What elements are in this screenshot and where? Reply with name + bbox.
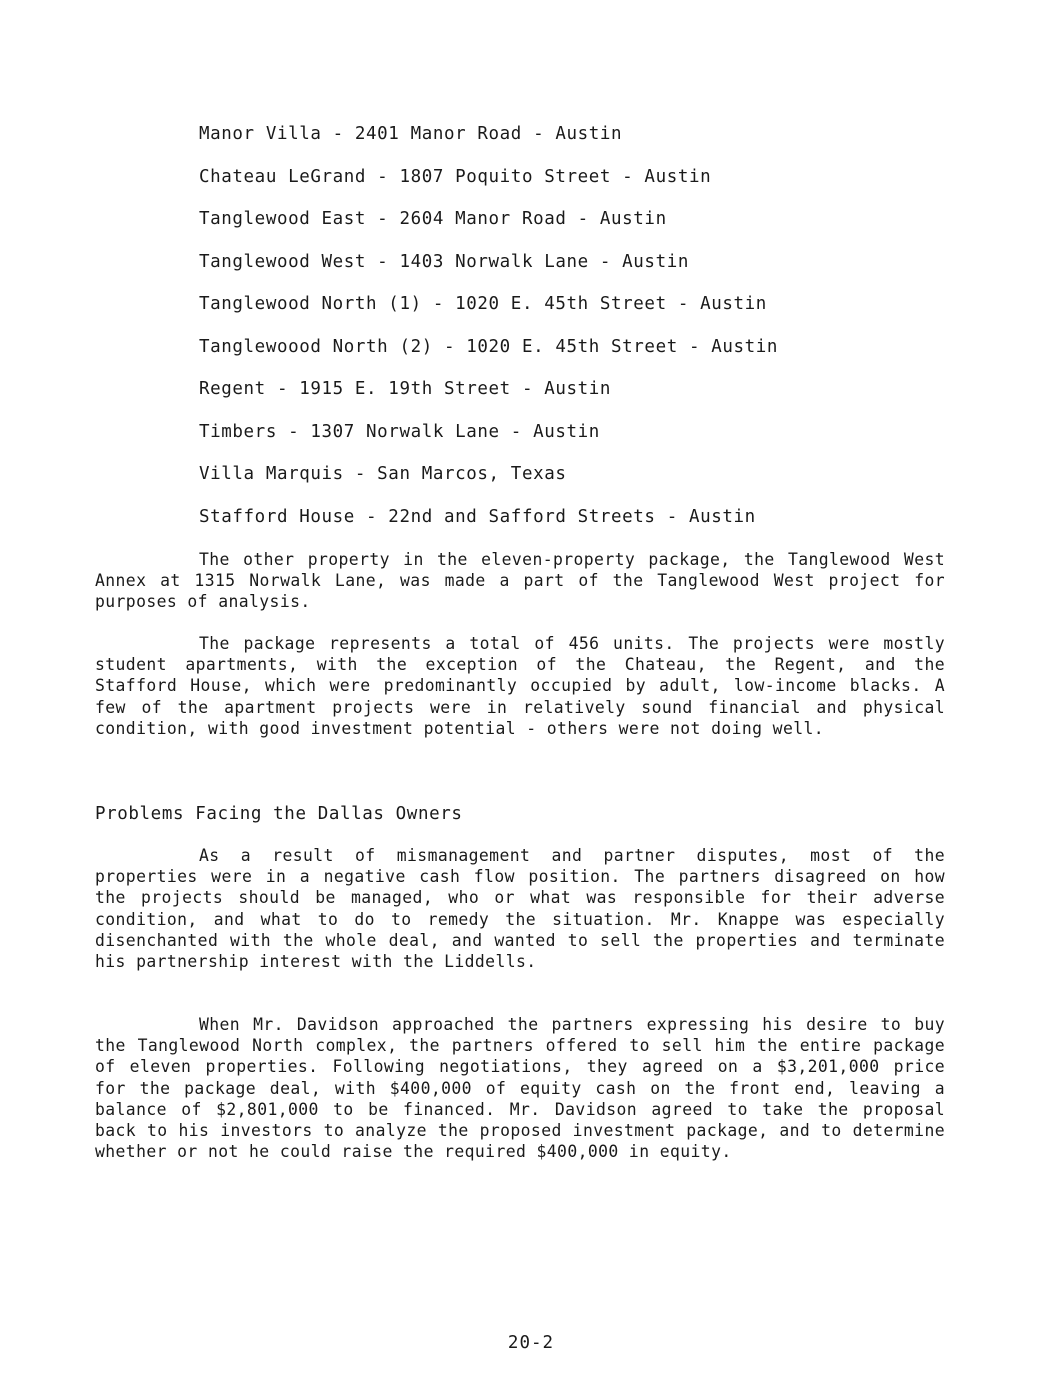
property-item: Tanglewoood North (2) - 1020 E. 45th Street - Austin <box>199 336 779 357</box>
section-heading: Problems Facing the Dallas Owners <box>95 804 463 824</box>
paragraph-negotiation <box>95 1014 945 1162</box>
paragraph-problems <box>95 845 945 972</box>
property-item: Tanglewood East - 2604 Manor Road - Austin <box>199 209 667 229</box>
property-item: Tanglewood West - 1403 Norwalk Lane - Austin <box>199 251 689 272</box>
property-list <box>199 124 778 549</box>
page-number: 20-2 <box>507 1333 555 1353</box>
property-item: Stafford House - 22nd and Safford Streets - Austin <box>199 506 756 527</box>
property-item: Timbers - 1307 Norwalk Lane - Austin <box>199 421 600 442</box>
paragraph-text: When Mr. Davidson approached the partners expressing his desire to buy the Tanglewood North complex, the partners offered to sell him the entire package of eleven properties. Following negotiations, they agreed on a $3,201,000 price for the package deal, with $400,000 of equity cash on the front end, leaving a balance of $2,801,000 to be financed. Mr. Davidson agreed to take the proposal back to his investors to analyze the proposed investment package, and to determine whether or not he could raise the required $400,000 in equity. <box>95 1015 945 1162</box>
paragraph-text: The package represents a total of 456 units. The projects were mostly student apartments, with the exception of the Chateau, the Regent, and the Stafford House, which were predominantly occupied by adult, low-income blacks. A few of the apartment projects were in relatively sound financial and physical condition, with good investment potential - others were not doing well. <box>95 634 945 738</box>
paragraph-package <box>95 633 945 739</box>
paragraph-annex <box>95 549 945 613</box>
property-item: Villa Marquis - San Marcos, Texas <box>199 464 567 484</box>
property-item: Tanglewood North (1) - 1020 E. 45th Street - Austin <box>199 294 767 314</box>
paragraph-text: As a result of mismanagement and partner disputes, most of the properties were in a negative cash flow position. The partners disagreed on how the projects should be managed, who or what was responsible for their adverse condition, and what to do to remedy the situation. Mr. Knappe was especially disenchanted with the whole deal, and wanted to sell the properties and terminate his partnership interest with the Liddells. <box>95 846 945 972</box>
property-item: Regent - 1915 E. 19th Street - Austin <box>199 379 612 399</box>
property-item: Manor Villa - 2401 Manor Road - Austin <box>199 124 623 144</box>
paragraph-text: The other property in the eleven-property package, the Tanglewood West Annex at 1315 Norwalk Lane, was made a part of the Tanglewood West project for purposes of analysis. <box>95 550 945 612</box>
property-item: Chateau LeGrand - 1807 Poquito Street - Austin <box>199 166 712 187</box>
